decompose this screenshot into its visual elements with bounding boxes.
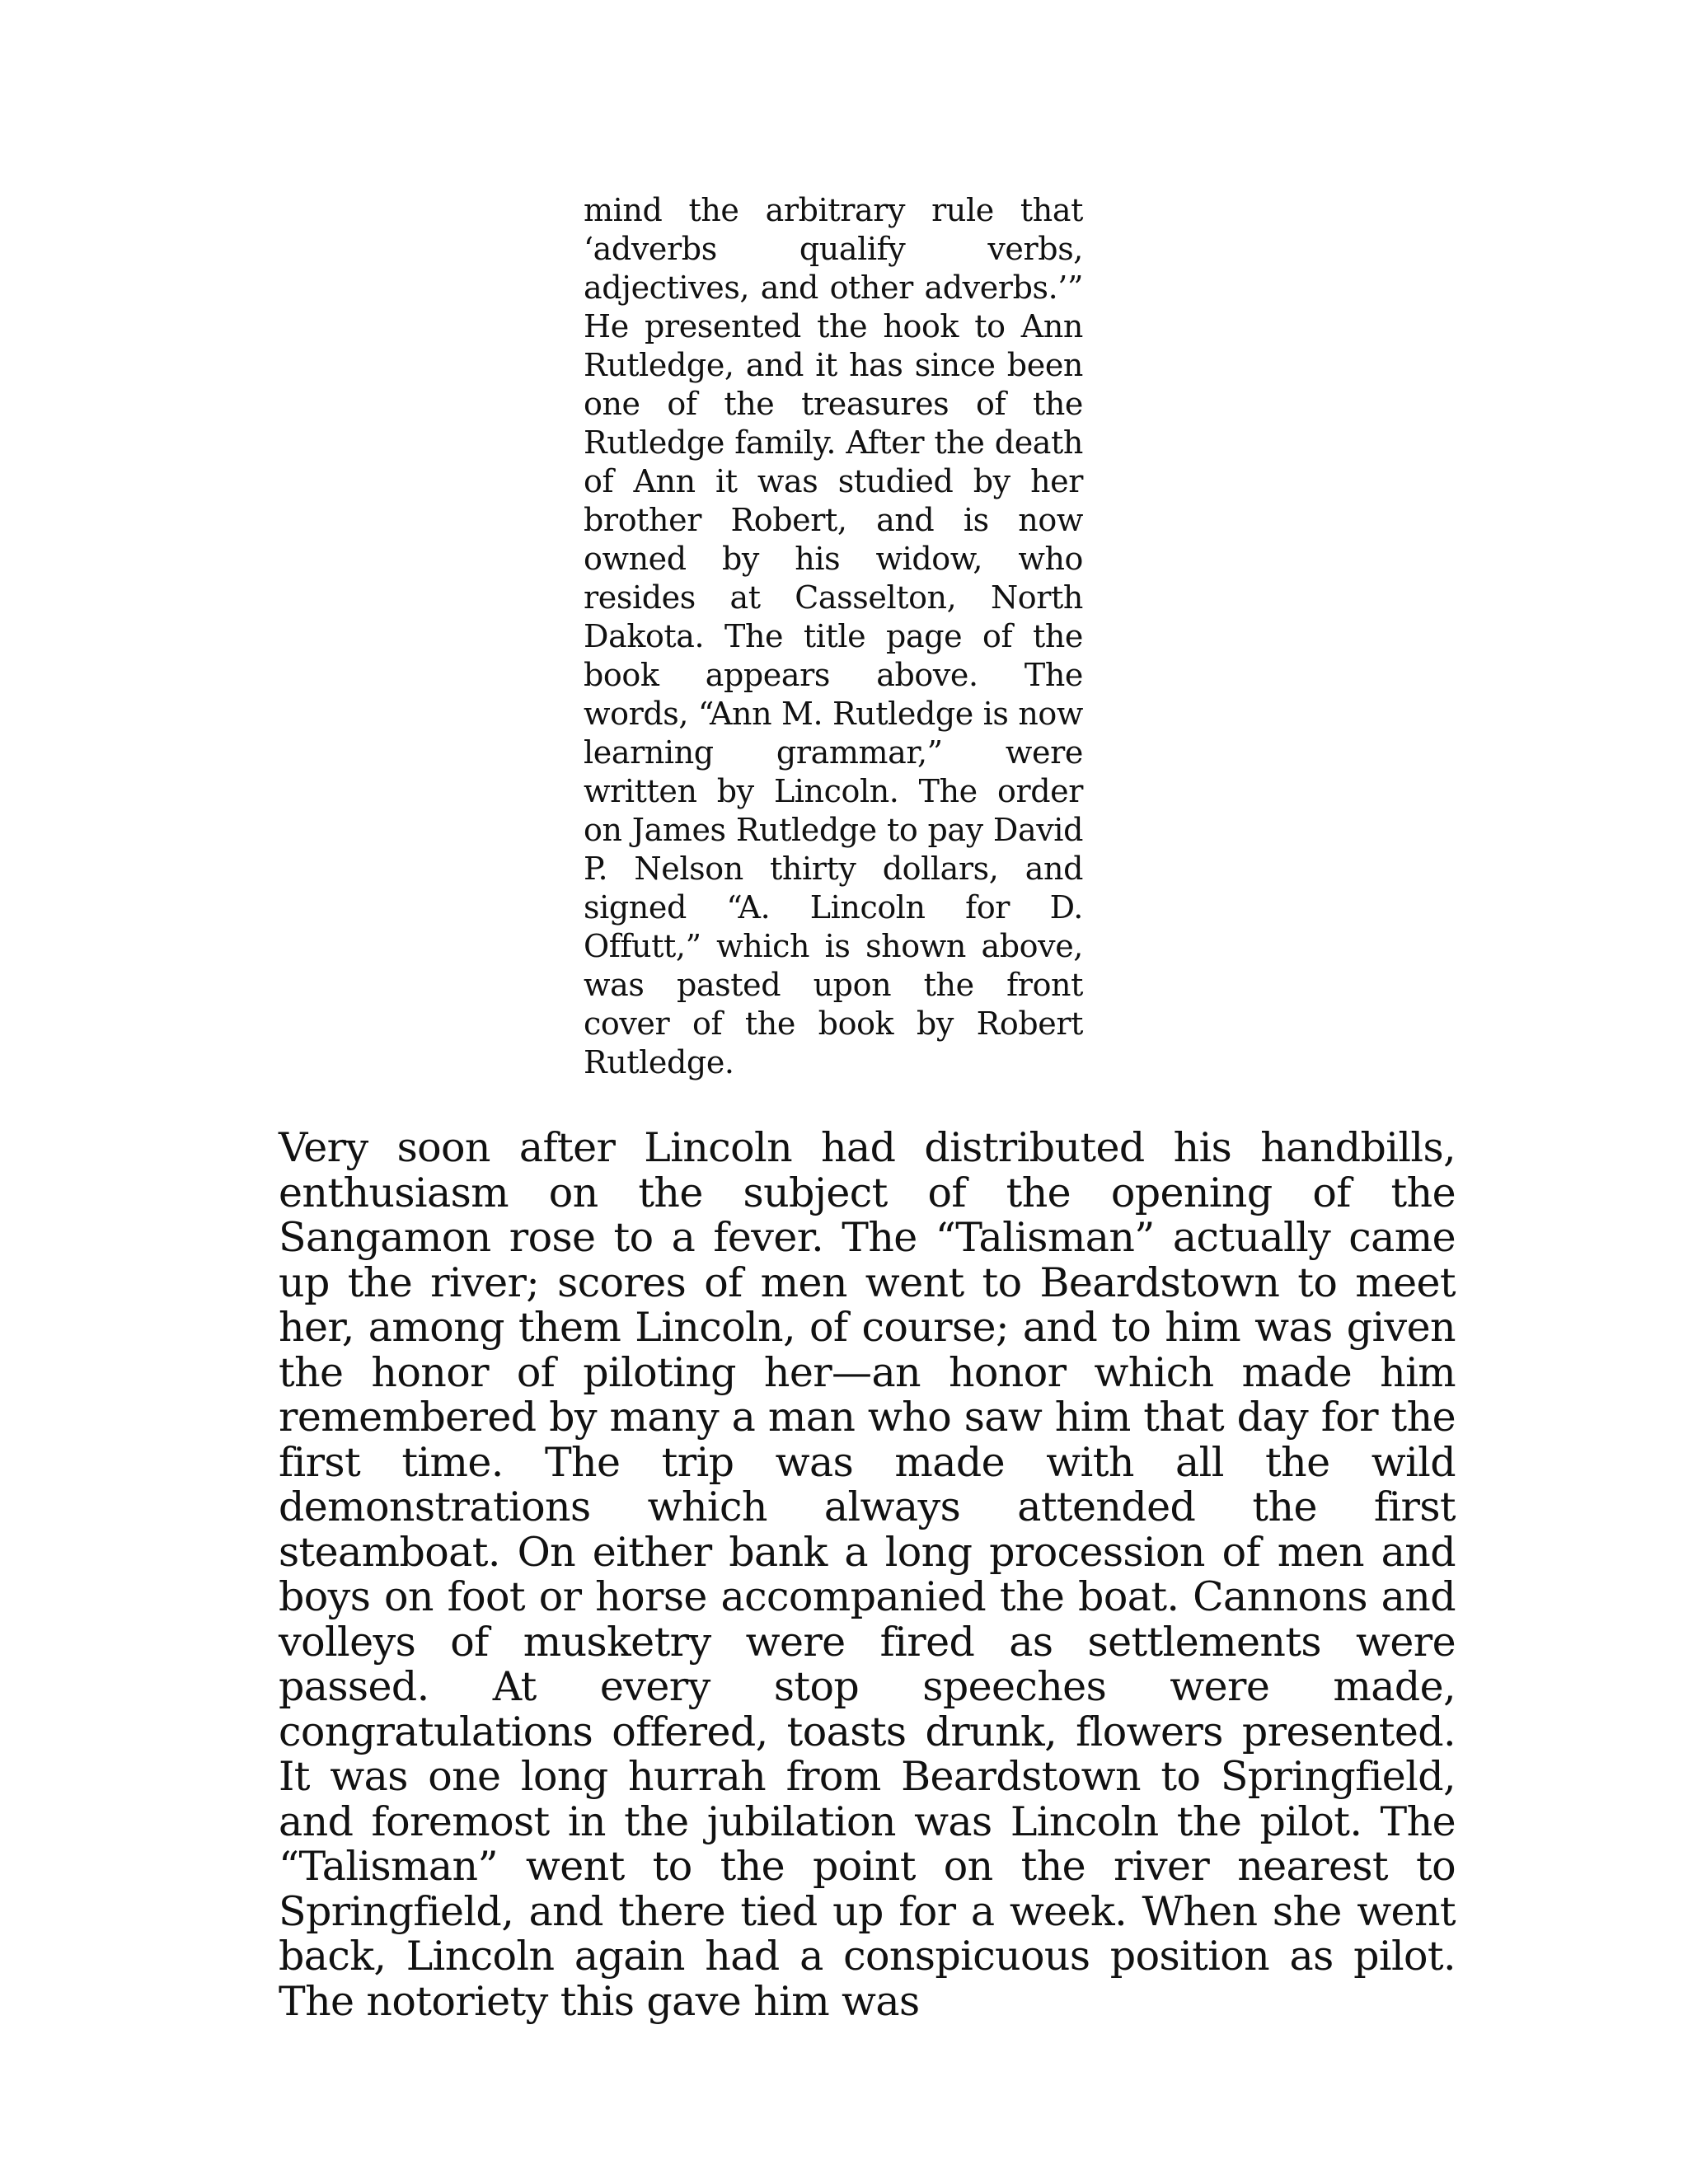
image-caption: mind the arbitrary rule that ‘adverbs qualify verbs, adjectives, and other adverbs.’” He presented the hook to Ann Rutledge, and it has since been one of the treasures of the Rutledge family. After the death of Ann it was studied by her brother Robert, and is now owned by his widow, who resides at Casselton, North Dakota. The title page of the book appears above. The words, “Ann M. Rutledge is now learning grammar,” were written by Lincoln. The order on James Rutledge to pay David P. Nelson thirty dollars, and signed “A. Lincoln for D. Offutt,” which is shown above, was pasted upon the front cover of the book by Robert Rutledge. [584,192,1083,1080]
body-paragraph: Very soon after Lincoln had distributed his handbills, enthusiasm on the subject of the opening of the Sangamon rose to a fever. The “Talisman” actually came up the river; scores of men went to Beardstown to meet her, among them Lincoln, of course; and to him was given the honor of piloting her—an honor which made him remembered by many a man who saw him that day for the first time. The trip was made with all the wild demonstrations which always attended the first steamboat. On either bank a long procession of men and boys on foot or horse accompanied the boat. Cannons and volleys of musketry were fired as settlements were passed. At every stop speeches were made, congratulations offered, toasts drunk, flowers presented. It was one long hurrah from Beardstown to Springfield, and foremost in the jubilation was Lincoln the pilot. The “Talisman” went to the point on the river nearest to Springfield, and there tied up for a week. When she went back, Lincoln again had a conspicuous position as pilot. The notoriety this gave him was [279,1124,1456,2025]
